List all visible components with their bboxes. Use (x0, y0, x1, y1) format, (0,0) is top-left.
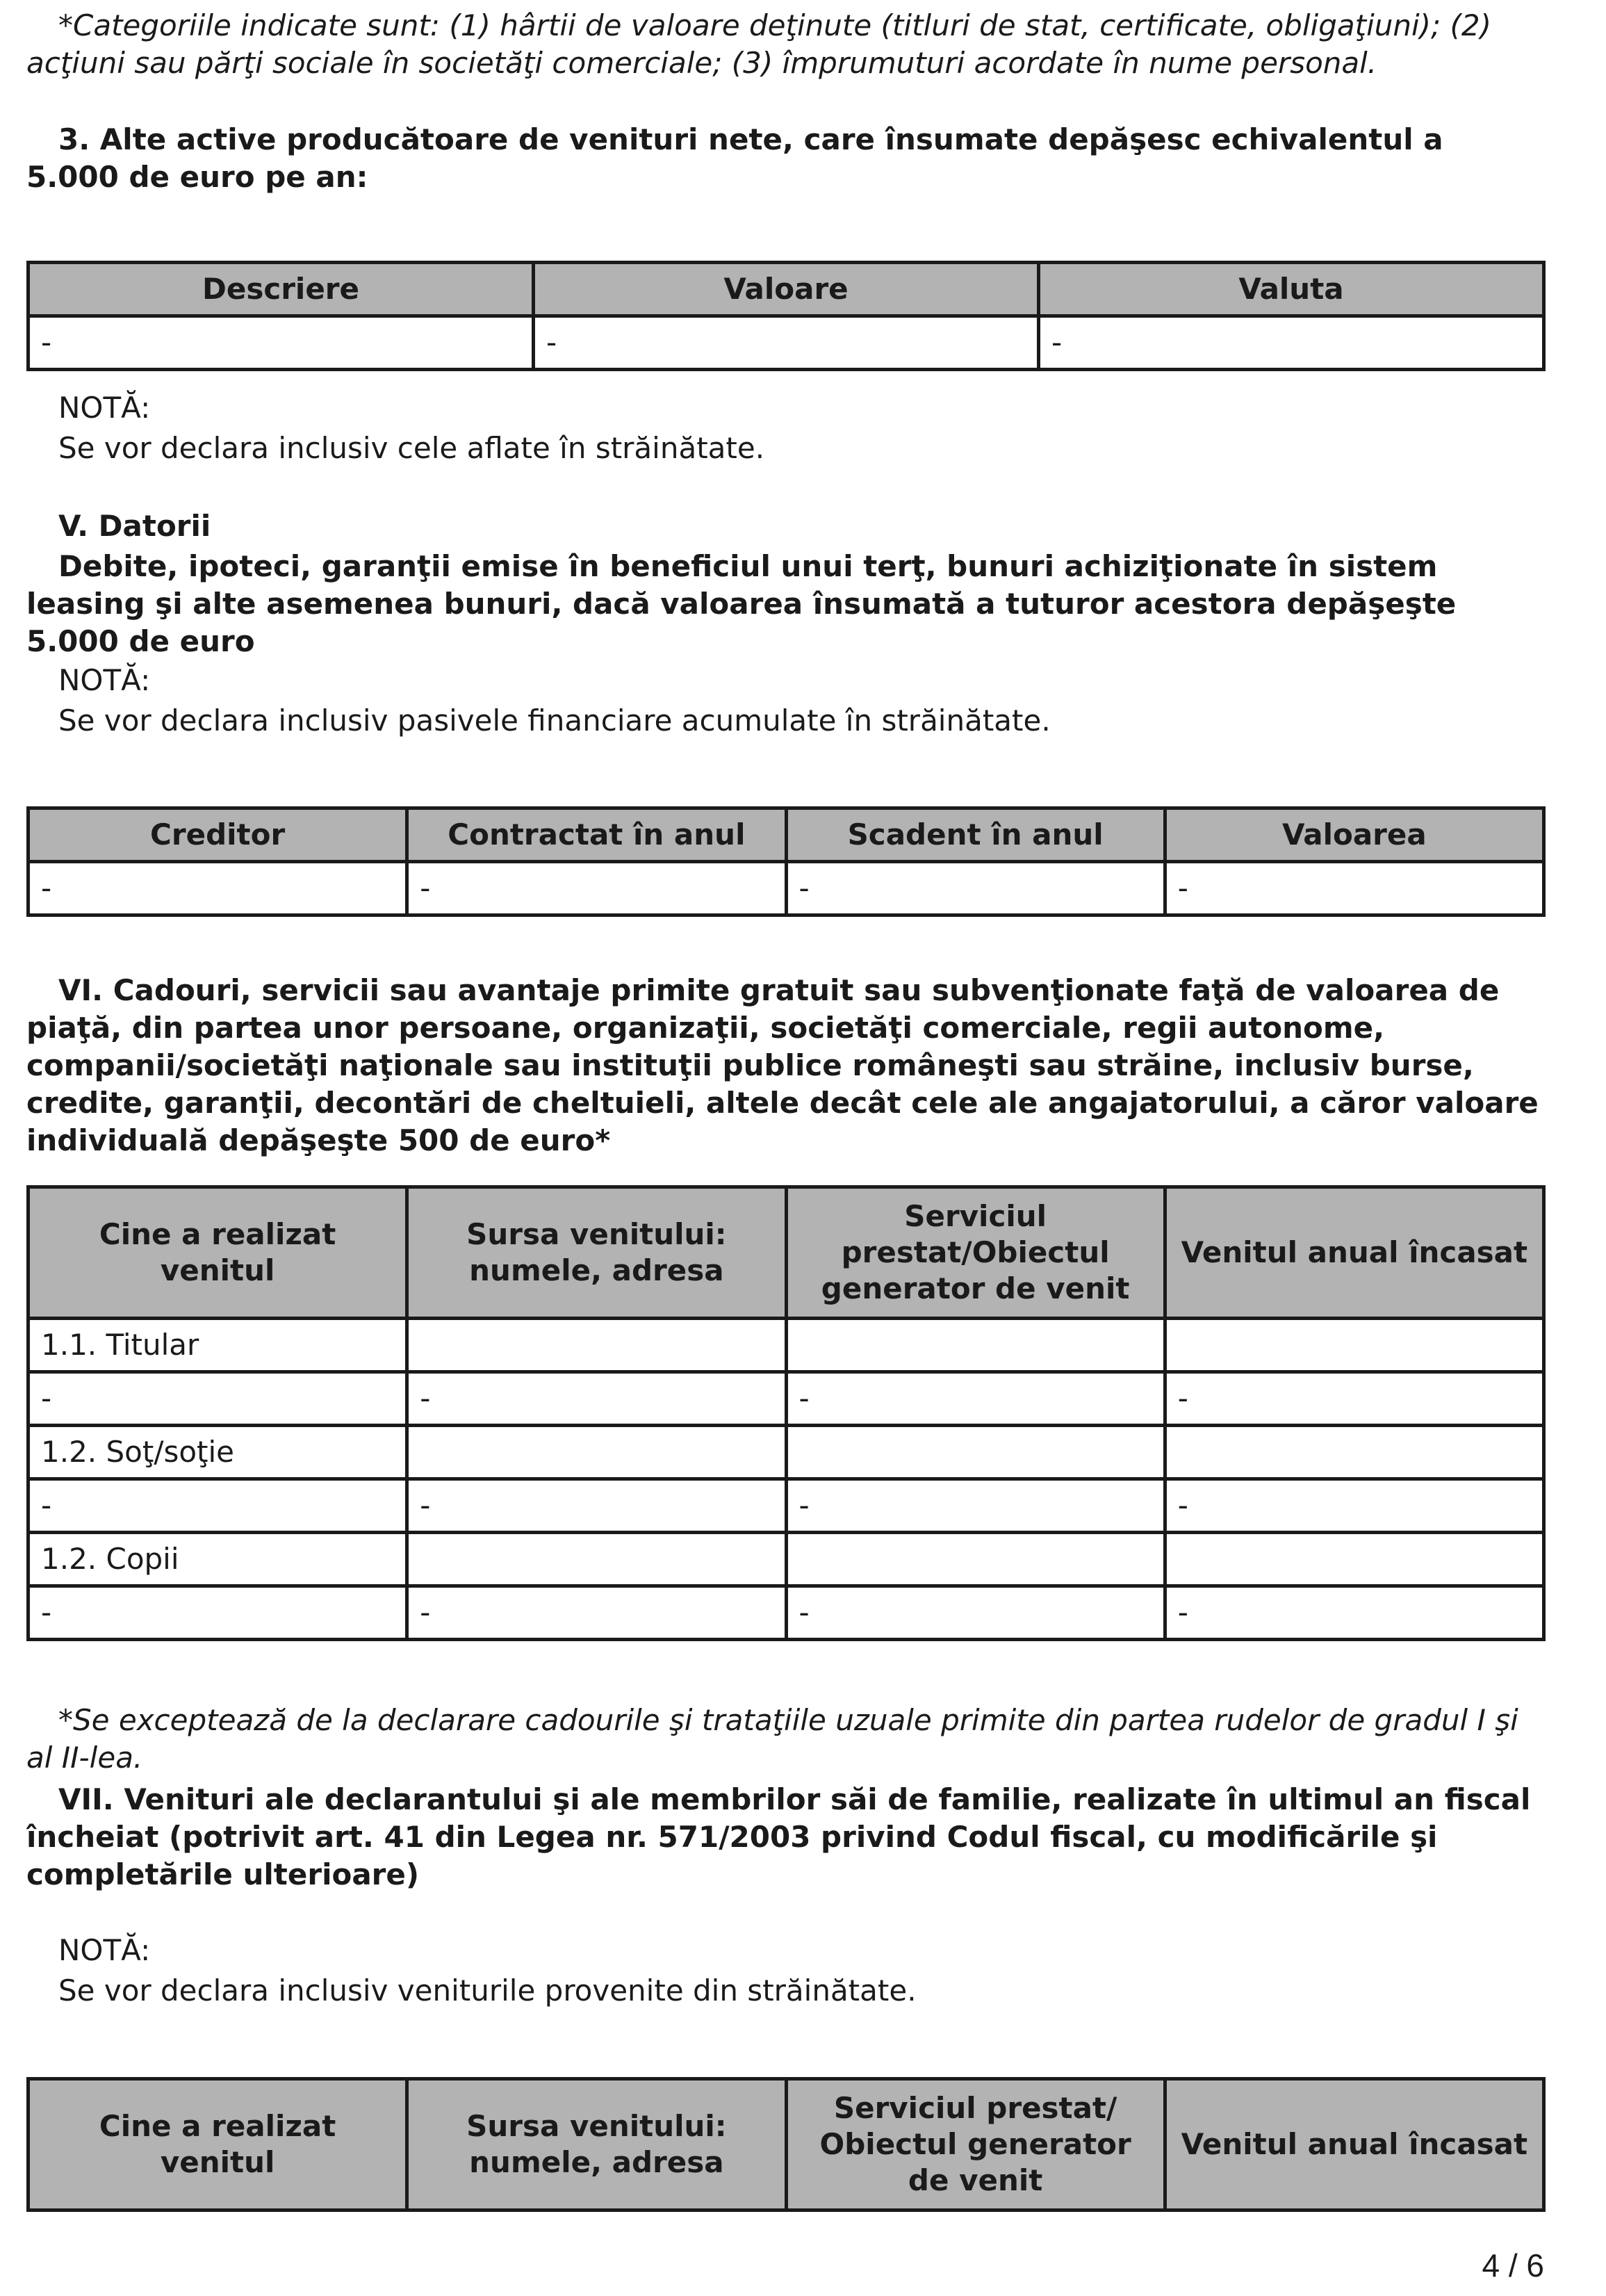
table-cell (1165, 1426, 1543, 1479)
table-row (28, 1533, 1544, 1586)
column-header: Valoarea (1165, 808, 1543, 862)
table-cell: - (786, 1372, 1165, 1426)
table-cell: - (407, 1479, 786, 1533)
other-assets-table (26, 261, 1546, 371)
column-header: Cine a realizat venitul (28, 2079, 407, 2210)
table-cell (1165, 1319, 1543, 1372)
table-cell: - (1165, 1479, 1543, 1533)
table-cell: - (407, 1586, 786, 1640)
table-row (28, 1586, 1544, 1640)
table-cell: - (786, 1586, 1165, 1640)
table-row (28, 1426, 1544, 1479)
column-header: Scadent în anul (786, 808, 1165, 862)
table-cell: - (534, 316, 1039, 370)
table-cell: - (407, 862, 786, 915)
note-label: NOTĂ: (58, 1933, 151, 1967)
table-cell: - (28, 1586, 407, 1640)
table-cell: - (1165, 1586, 1543, 1640)
section-heading-other-assets: 3. Alte active producătoare de venituri nete, care însumate depăşesc echivalentul a 5.000 de euro pe an: (26, 122, 1443, 194)
section-heading-gifts: VI. Cadouri, servicii sau avantaje primite gratuit sau subvenţionate faţă de valoarea de piaţă, din partea unor persoane, organizaţii, societăţi comerciale, regii autonome, companii/societăţi naţionale sau instituţii publice româneşti sau străine, inclusiv burse, credite, garanţii, decontări de cheltuieli, altele decât cele ale angajatorului, a căror valoare individuală depăşeşte 500 de euro* (26, 973, 1539, 1157)
table-row (28, 1372, 1544, 1426)
column-header: Creditor (28, 808, 407, 862)
column-header: Valuta (1039, 263, 1544, 316)
table-cell: - (1165, 1372, 1543, 1426)
section-heading-income: VII. Venituri ale declarantului şi ale membrilor săi de familie, realizate în ultimul an fiscal încheiat (potrivit art. 41 din Legea nr. 571/2003 privind Codul fiscal, cu modificările şi completările ulterioare) (26, 1782, 1531, 1891)
table-cell: - (28, 1372, 407, 1426)
section-title-debts: V. Datorii (58, 509, 211, 543)
gifts-table (26, 1185, 1546, 1641)
table-cell: 1.2. Copii (28, 1533, 407, 1586)
note-label: NOTĂ: (58, 391, 151, 425)
column-header: Serviciul prestat/Obiectul generator de venit (786, 1187, 1165, 1319)
column-header: Venitul anual încasat (1165, 1187, 1543, 1319)
table-cell (786, 1319, 1165, 1372)
column-header: Venitul anual încasat (1165, 2079, 1543, 2210)
table-row (28, 1319, 1544, 1372)
note-text: Se vor declara inclusiv cele aflate în străinătate. (58, 431, 765, 465)
column-header: Contractat în anul (407, 808, 786, 862)
table-cell: - (28, 316, 534, 370)
table-cell (407, 1319, 786, 1372)
column-header: Sursa venitului: numele, adresa (407, 2079, 786, 2210)
table-row (28, 862, 1544, 915)
table-row (28, 316, 1544, 370)
column-header: Descriere (28, 263, 534, 316)
categories-footnote: *Categoriile indicate sunt: (1) hârtii de valoare deţinute (titluri de stat, certificate, obligaţiuni); (2) acţiuni sau părţi sociale în societăţi comerciale; (3) împrumuturi acordate în nume personal. (26, 8, 1492, 80)
table-cell: - (786, 862, 1165, 915)
column-header: Cine a realizat venitul (28, 1187, 407, 1319)
table-cell: 1.2. Soţ/soţie (28, 1426, 407, 1479)
page-number: 4 / 6 (1482, 2247, 1544, 2283)
table-cell: - (1039, 316, 1544, 370)
table-cell: 1.1. Titular (28, 1319, 407, 1372)
note-label: NOTĂ: (58, 663, 151, 697)
table-cell (407, 1533, 786, 1586)
income-table (26, 2077, 1546, 2212)
table-cell (407, 1426, 786, 1479)
table-cell: - (407, 1372, 786, 1426)
table-cell: - (1165, 862, 1543, 915)
table-header-row (28, 2079, 1544, 2210)
table-row (28, 1479, 1544, 1533)
table-cell (786, 1426, 1165, 1479)
section-heading-debts: Debite, ipoteci, garanţii emise în beneficiul unui terţ, bunuri achiziţionate în sistem leasing şi alte asemenea bunuri, dacă valoarea însumată a tuturor acestora depăşeşte 5.000 de euro (26, 549, 1457, 658)
table-header-row (28, 263, 1544, 316)
note-text: Se vor declara inclusiv veniturile provenite din străinătate. (58, 1973, 917, 2008)
column-header: Serviciul prestat/ Obiectul generator de venit (786, 2079, 1165, 2210)
table-header-row (28, 1187, 1544, 1319)
table-cell (786, 1533, 1165, 1586)
table-cell: - (28, 862, 407, 915)
table-cell (1165, 1533, 1543, 1586)
note-text: Se vor declara inclusiv pasivele financiare acumulate în străinătate. (58, 703, 1051, 738)
gifts-footnote: *Se exceptează de la declarare cadourile şi trataţiile uzuale primite din partea rudelor de gradul I şi al II-lea. (26, 1703, 1518, 1775)
column-header: Sursa venitului: numele, adresa (407, 1187, 786, 1319)
table-cell: - (786, 1479, 1165, 1533)
table-cell: - (28, 1479, 407, 1533)
column-header: Valoare (534, 263, 1039, 316)
table-header-row (28, 808, 1544, 862)
debts-table (26, 806, 1546, 917)
